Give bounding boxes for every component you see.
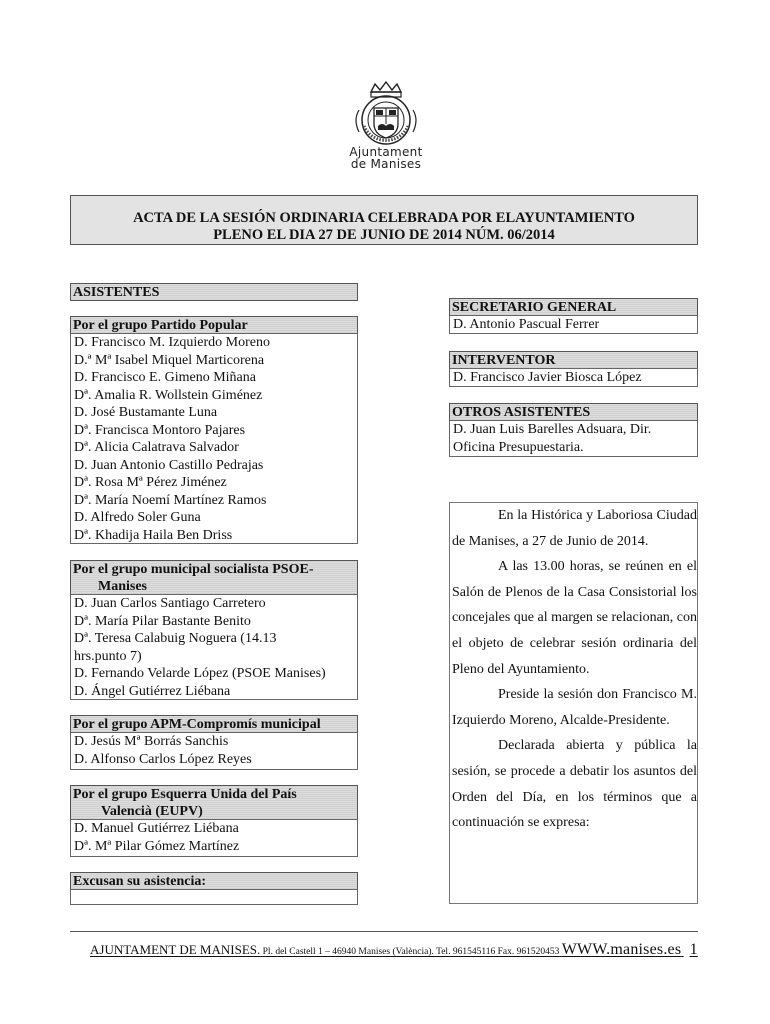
member-name: Dª. Rosa Mª Pérez Jiménez	[74, 475, 227, 490]
member-name: D. Jesús Mª Borrás Sanchis	[74, 734, 229, 749]
member-name: D. Ángel Gutiérrez Liébana	[74, 683, 231, 699]
member-name: D. Francisco E. Gimeno Miñana	[74, 370, 256, 385]
secretario-name: D. Antonio Pascual Ferrer	[449, 315, 698, 334]
group-psoe-list	[70, 594, 358, 700]
member-name: D. Manuel Gutiérrez Liébana	[74, 821, 239, 836]
member-name: Dª. María Noemí Martínez Ramos	[74, 492, 267, 508]
member-name: Dª. Mª Pilar Gómez Martínez	[74, 838, 240, 854]
intro-paragraph-1: En la Histórica y Laboriosa Ciudad de Manises, a 27 de Junio de 2014.	[452, 508, 697, 549]
intro-paragraph-4: Declarada abierta y pública la sesión, se procede a debatir los asuntos del Orden del Día, en los términos que a continuación se expresa:	[452, 738, 697, 831]
municipal-crest	[341, 80, 431, 180]
group-eupv-heading-line2: Valencià (EUPV)	[101, 804, 203, 819]
footer-text	[90, 941, 700, 959]
footer-address: Pl. del Castell 1 – 46940 Manises (València). Tel. 961545116 Fax. 961520453	[262, 947, 560, 957]
document-title-box	[70, 195, 698, 245]
group-eupv-heading	[70, 785, 358, 820]
member-name: Dª. Teresa Calabuig Noguera (14.13	[74, 631, 277, 646]
otros-line-1: D. Juan Luis Barelles Adsuara, Dir.	[453, 422, 652, 437]
page-number: 1	[689, 941, 698, 958]
group-apm-list	[70, 732, 358, 770]
secretario-heading: SECRETARIO GENERAL	[449, 298, 698, 316]
member-name: D. Fernando Velarde López (PSOE Manises)	[74, 666, 326, 681]
member-name: hrs.punto 7)	[74, 648, 142, 664]
member-name: Dª. María Pilar Bastante Benito	[74, 613, 251, 629]
member-name: Dª. Alicia Calatrava Salvador	[74, 440, 239, 455]
otros-line-2: Oficina Presupuestaria.	[453, 439, 584, 455]
logo-line-2: de Manises	[350, 157, 422, 171]
group-apm-heading: Por el grupo APM-Compromís municipal	[70, 715, 358, 733]
member-name: D. Juan Antonio Castillo Pedrajas	[74, 457, 264, 473]
otros-list	[449, 420, 698, 457]
footer-rule	[70, 931, 698, 932]
group-pp-list	[70, 333, 358, 544]
group-psoe-heading-line1: Por el grupo municipal socialista PSOE-	[73, 562, 314, 577]
session-intro-text	[449, 502, 698, 904]
intro-paragraph-2: A las 13.00 horas, se reúnen en el Salón de Plenos de la Casa Consistorial los concejales que al margen se relacionan, con el objeto de celebrar sesión ordinaria del Pleno del Ayuntamiento.	[452, 559, 698, 677]
footer-website: WWW.manises.es	[561, 941, 682, 958]
member-name: D. Alfredo Soler Guna	[74, 510, 201, 525]
excusados-heading: Excusan su asistencia:	[70, 872, 358, 890]
footer-org: AJUNTAMENT DE MANISES.	[90, 942, 261, 957]
member-name: D. Juan Carlos Santiago Carretero	[74, 596, 266, 611]
member-name: D. Alfonso Carlos López Reyes	[74, 751, 252, 767]
otros-heading: OTROS ASISTENTES	[449, 403, 698, 421]
group-eupv-list	[70, 819, 358, 857]
title-line-2: PLENO EL DIA 27 DE JUNIO DE 2014 NÚM. 06/2014	[213, 227, 555, 243]
crest-shield-icon	[347, 80, 425, 146]
title-line-1: ACTA DE LA SESIÓN ORDINARIA CELEBRADA POR ELAYUNTAMIENTO	[133, 210, 635, 226]
member-name: Dª. Khadija Haila Ben Driss	[74, 527, 233, 543]
interventor-name: D. Francisco Javier Biosca López	[449, 368, 698, 387]
group-pp-heading: Por el grupo Partido Popular	[70, 316, 358, 334]
member-name: D. José Bustamante Luna	[74, 405, 218, 420]
interventor-heading: INTERVENTOR	[449, 351, 698, 369]
asistentes-heading: ASISTENTES	[70, 283, 358, 301]
excusados-list	[70, 889, 358, 905]
logo-line-1: Ajuntament	[349, 145, 423, 159]
member-name: Dª. Amalia R. Wollstein Giménez	[74, 387, 263, 403]
intro-paragraph-3: Preside la sesión don Francisco M. Izquierdo Moreno, Alcalde-Presidente.	[452, 687, 697, 728]
member-name: D. Francisco M. Izquierdo Moreno	[74, 335, 270, 350]
group-eupv-heading-line1: Por el grupo Esquerra Unida del País	[73, 787, 297, 802]
group-psoe-heading-line2: Manises	[98, 579, 147, 594]
member-name: Dª. Francisca Montoro Pajares	[74, 422, 246, 438]
member-name: D.ª Mª Isabel Miquel Marticorena	[74, 352, 265, 368]
group-psoe-heading	[70, 560, 358, 595]
